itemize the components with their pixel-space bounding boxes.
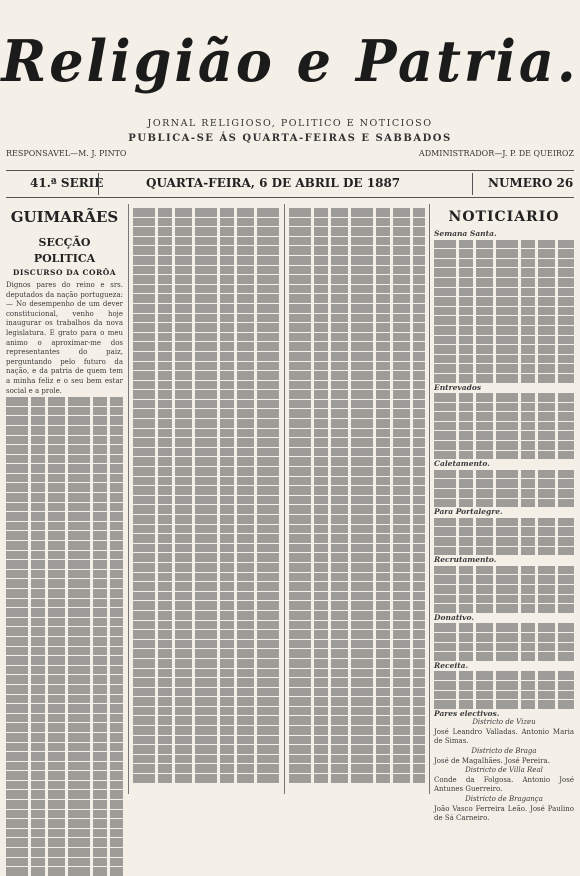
article-text-block [434, 518, 574, 555]
column-2 [133, 207, 279, 792]
column-rule [429, 204, 430, 794]
responsible-editor: RESPONSAVEL—M. J. PINTO [6, 149, 127, 158]
district-heading: Districto de Villa Real [465, 766, 543, 775]
issue-number: NUMERO 26 [488, 176, 574, 190]
news-item-title: Caletamento. [434, 459, 490, 469]
column-rule [128, 204, 129, 794]
news-item-title: Donativo. [434, 612, 474, 622]
news-item-title: Semana Santa. [434, 229, 497, 238]
column-rule [284, 204, 285, 794]
article-text-block [434, 566, 574, 613]
issue-bar [6, 173, 574, 195]
district-heading: Districto de Bragança [465, 795, 543, 804]
district-heading: Districto de Braga [471, 747, 537, 756]
peer-names: João Vasco Ferreira Leão. José Paulino de Sá Carneiro. [434, 804, 574, 823]
newspaper-title: Religião e Patria. [1, 27, 579, 95]
news-item-title: Entrevados [434, 382, 482, 392]
speech-paragraph: Dignos pares do reino e srs. deputados da nação portugueza: — No desempenho de um dever constitucional, venho hoje inaugurar os trabalhos da nova legislatura. E grato para o meu animo o aproximar-me dos representantes do paiz, perguntando pelo futuro da nação, e da patria de quem tem a minha feliz e o seu bem estar social e a prole. [6, 281, 123, 395]
top-rule [6, 170, 574, 171]
peer-names: Conde da Folgosa. Antonio José Antunes Guerreiro. [434, 775, 574, 794]
article-text-block [434, 671, 574, 708]
article-text-block [133, 208, 279, 783]
issue-date: QUARTA-FEIRA, 6 DE ABRIL DE 1887 [146, 176, 401, 190]
peer-names: José de Magalhães. José Pereira. [434, 756, 550, 765]
article-text-block [434, 240, 574, 383]
administrator: ADMINISTRADOR—J. P. DE QUEIROZ [418, 149, 574, 158]
news-item-title: Pares electivos. [434, 708, 500, 718]
issue-series: 41.ª SERIE [30, 176, 104, 190]
column-1 [6, 207, 123, 792]
publication-schedule: PUBLICA-SE ÁS QUARTA-FEIRAS E SABBADOS [128, 133, 452, 144]
peer-names: José Leandro Valladas. Antonio Maria de Simas. [434, 727, 574, 746]
article-text-block [289, 208, 425, 783]
issue-divider [472, 173, 473, 195]
article-text-block [434, 393, 574, 459]
column-3 [289, 207, 425, 792]
issue-divider [98, 173, 99, 195]
newspaper-subtitle: JORNAL RELIGIOSO, POLITICO E NOTICIOSO [147, 118, 433, 129]
district-heading: Districto de Vizeu [472, 718, 536, 727]
masthead [0, 18, 580, 118]
bottom-rule [6, 197, 574, 198]
news-item-title: Receita. [434, 660, 469, 670]
place-heading: GUIMARÃES [10, 208, 119, 226]
speech-title: DISCURSO DA CORÔA [12, 268, 117, 277]
article-text-block [434, 470, 574, 507]
article-text-block [434, 623, 574, 660]
section-heading: SECÇÃO POLITICA [33, 236, 96, 265]
article-text-block [6, 397, 123, 876]
column-4 [434, 207, 574, 823]
news-item-title: Para Portalegre. [434, 507, 503, 517]
noticiario-heading: NOTICIARIO [448, 209, 560, 225]
news-item-title: Recrutamento. [434, 555, 497, 565]
